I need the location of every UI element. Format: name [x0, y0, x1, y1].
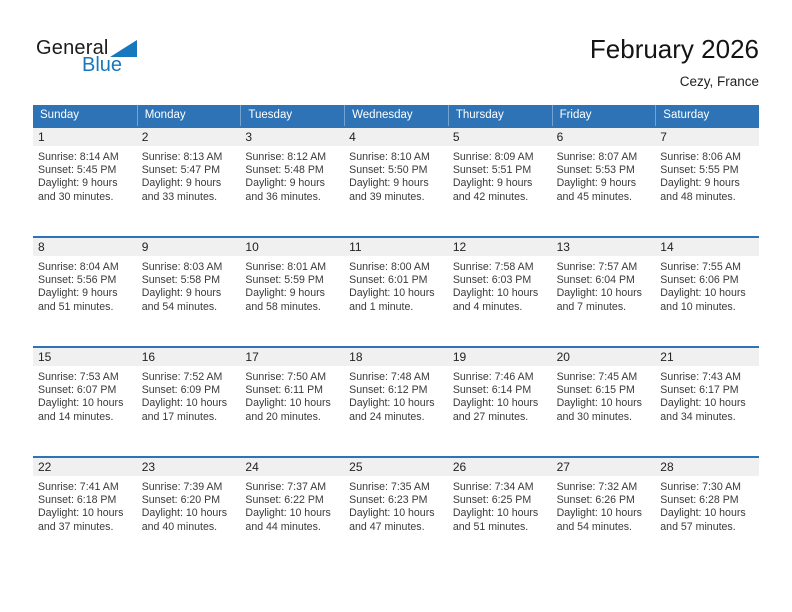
day-number: 28: [655, 458, 759, 476]
day-cell: [344, 458, 448, 566]
sunset-text: Sunset: 5:58 PM: [141, 274, 221, 287]
day-details: [137, 476, 241, 534]
day-cell: [655, 348, 759, 456]
day-number: 17: [240, 348, 344, 366]
sunset-text: Sunset: 6:22 PM: [245, 494, 324, 507]
day-details: [448, 366, 552, 424]
daylight-text-line1: Daylight: 10 hours: [141, 397, 228, 410]
day-number: 10: [240, 238, 344, 256]
day-number: 15: [33, 348, 137, 366]
daylight-text-line2: and 14 minutes.: [38, 410, 114, 423]
daylight-text-line1: Daylight: 10 hours: [141, 507, 228, 520]
day-number: 12: [448, 238, 552, 256]
weeks-container: [33, 126, 759, 566]
daylight-text-line2: and 48 minutes.: [660, 190, 736, 203]
day-details: [448, 476, 552, 534]
daylight-text-line2: and 30 minutes.: [556, 410, 632, 423]
daylight-text-line2: and 39 minutes.: [349, 190, 425, 203]
day-cell: [344, 128, 448, 236]
daylight-text-line2: and 57 minutes.: [660, 520, 736, 533]
day-details: [137, 146, 241, 204]
weekday-label-saturday: Saturday: [655, 105, 759, 126]
weekday-label-wednesday: Wednesday: [344, 105, 448, 126]
day-details: [655, 366, 759, 424]
day-number: 8: [33, 238, 137, 256]
calendar-grid: [33, 105, 759, 566]
sunrise-text: Sunrise: 7:39 AM: [141, 481, 223, 493]
day-cell: [33, 458, 137, 566]
sunset-text: Sunset: 6:11 PM: [245, 384, 323, 397]
day-number: 3: [240, 128, 344, 146]
day-details: [240, 366, 344, 424]
sunrise-text: Sunrise: 7:45 AM: [556, 371, 638, 383]
day-details: [552, 146, 656, 204]
sunset-text: Sunset: 6:14 PM: [452, 384, 532, 397]
daylight-text-line2: and 51 minutes.: [38, 300, 114, 313]
day-number: 6: [552, 128, 656, 146]
sunset-text: Sunset: 6:01 PM: [349, 274, 428, 287]
sunset-text: Sunset: 5:59 PM: [245, 274, 324, 287]
daylight-text-line1: Daylight: 10 hours: [349, 397, 435, 410]
daylight-text-line2: and 47 minutes.: [349, 520, 425, 533]
day-cell: [552, 348, 656, 456]
daylight-text-line1: Daylight: 10 hours: [556, 287, 642, 300]
day-details: [344, 146, 448, 204]
sunset-text: Sunset: 6:15 PM: [556, 384, 635, 397]
day-details: [137, 366, 241, 424]
day-details: [240, 146, 344, 204]
day-details: [240, 256, 344, 314]
sunrise-text: Sunrise: 7:57 AM: [556, 261, 638, 273]
day-details: [344, 256, 448, 314]
general-blue-logo: [36, 38, 137, 75]
daylight-text-line1: Daylight: 9 hours: [38, 287, 118, 300]
day-cell: [448, 238, 552, 346]
sunset-text: Sunset: 5:50 PM: [349, 164, 428, 177]
sunset-text: Sunset: 6:12 PM: [349, 384, 428, 397]
day-number: 21: [655, 348, 759, 366]
day-cell: [344, 348, 448, 456]
day-details: [33, 476, 137, 534]
daylight-text-line1: Daylight: 9 hours: [245, 177, 325, 190]
page-header: [0, 0, 792, 105]
daylight-text-line2: and 36 minutes.: [245, 190, 321, 203]
day-cell: [240, 458, 344, 566]
day-details: [655, 146, 759, 204]
sunrise-text: Sunrise: 7:41 AM: [38, 481, 119, 493]
day-cell: [448, 348, 552, 456]
day-number: 27: [552, 458, 656, 476]
week-row: [33, 236, 759, 346]
day-cell: [137, 128, 241, 236]
daylight-text-line2: and 7 minutes.: [556, 300, 627, 313]
daylight-text-line1: Daylight: 10 hours: [245, 507, 331, 520]
day-cell: [240, 238, 344, 346]
day-cell: [137, 458, 241, 566]
sunset-text: Sunset: 6:26 PM: [556, 494, 635, 507]
sunrise-text: Sunrise: 8:01 AM: [245, 261, 327, 273]
day-number: 2: [137, 128, 241, 146]
day-number: 26: [448, 458, 552, 476]
sunrise-text: Sunrise: 8:12 AM: [245, 151, 327, 163]
day-details: [552, 476, 656, 534]
day-details: [655, 476, 759, 534]
day-number: 13: [552, 238, 656, 256]
day-number: 7: [655, 128, 759, 146]
day-cell: [240, 128, 344, 236]
day-number: 19: [448, 348, 552, 366]
sunset-text: Sunset: 5:47 PM: [141, 164, 221, 177]
daylight-text-line1: Daylight: 10 hours: [245, 397, 331, 410]
day-number: 23: [137, 458, 241, 476]
sunset-text: Sunset: 6:18 PM: [38, 494, 117, 507]
daylight-text-line1: Daylight: 9 hours: [38, 177, 118, 190]
daylight-text-line2: and 37 minutes.: [38, 520, 114, 533]
title-block: [590, 34, 759, 89]
sunset-text: Sunset: 6:20 PM: [141, 494, 221, 507]
sunrise-text: Sunrise: 7:34 AM: [452, 481, 534, 493]
day-cell: [655, 238, 759, 346]
daylight-text-line2: and 33 minutes.: [141, 190, 218, 203]
day-details: [33, 146, 137, 204]
page-subtitle: Cezy, France: [679, 74, 759, 89]
sunrise-text: Sunrise: 7:50 AM: [245, 371, 327, 383]
weekday-label-monday: Monday: [137, 105, 241, 126]
day-cell: [344, 238, 448, 346]
sunrise-text: Sunrise: 7:46 AM: [452, 371, 534, 383]
day-cell: [137, 348, 241, 456]
sunset-text: Sunset: 5:48 PM: [245, 164, 324, 177]
day-details: [344, 366, 448, 424]
sunset-text: Sunset: 6:28 PM: [660, 494, 739, 507]
daylight-text-line1: Daylight: 10 hours: [660, 287, 746, 300]
daylight-text-line1: Daylight: 10 hours: [556, 397, 642, 410]
sunrise-text: Sunrise: 8:10 AM: [349, 151, 430, 163]
day-cell: [33, 238, 137, 346]
daylight-text-line1: Daylight: 10 hours: [660, 507, 746, 520]
day-cell: [552, 128, 656, 236]
weekday-label-thursday: Thursday: [448, 105, 552, 126]
sunrise-text: Sunrise: 8:04 AM: [38, 261, 119, 273]
sunrise-text: Sunrise: 7:30 AM: [660, 481, 741, 493]
day-number: 20: [552, 348, 656, 366]
sunrise-text: Sunrise: 8:03 AM: [141, 261, 223, 273]
day-number: 5: [448, 128, 552, 146]
daylight-text-line1: Daylight: 9 hours: [141, 287, 222, 300]
sunrise-text: Sunrise: 7:32 AM: [556, 481, 638, 493]
daylight-text-line2: and 10 minutes.: [660, 300, 736, 313]
sunrise-text: Sunrise: 8:09 AM: [452, 151, 534, 163]
week-row: [33, 126, 759, 236]
daylight-text-line1: Daylight: 9 hours: [349, 177, 429, 190]
day-details: [552, 366, 656, 424]
day-number: 25: [344, 458, 448, 476]
sunrise-text: Sunrise: 8:06 AM: [660, 151, 741, 163]
weekday-label-sunday: Sunday: [40, 109, 80, 121]
sunset-text: Sunset: 6:17 PM: [660, 384, 739, 397]
day-number: 18: [344, 348, 448, 366]
sunrise-text: Sunrise: 8:00 AM: [349, 261, 430, 273]
page-title: February 2026: [589, 34, 759, 64]
daylight-text-line2: and 1 minute.: [349, 300, 414, 313]
daylight-text-line2: and 44 minutes.: [245, 520, 321, 533]
daylight-text-line1: Daylight: 9 hours: [141, 177, 222, 190]
daylight-text-line1: Daylight: 9 hours: [556, 177, 637, 190]
sunset-text: Sunset: 6:09 PM: [141, 384, 221, 397]
sunrise-text: Sunrise: 7:48 AM: [349, 371, 430, 383]
day-cell: [33, 128, 137, 236]
day-cell: [137, 238, 241, 346]
daylight-text-line1: Daylight: 9 hours: [245, 287, 325, 300]
day-details: [344, 476, 448, 534]
daylight-text-line2: and 27 minutes.: [452, 410, 529, 423]
sunset-text: Sunset: 5:56 PM: [38, 274, 117, 287]
day-number: 9: [137, 238, 241, 256]
sunset-text: Sunset: 6:06 PM: [660, 274, 739, 287]
logo-text-general: General: [36, 37, 109, 59]
sunrise-text: Sunrise: 8:07 AM: [556, 151, 638, 163]
daylight-text-line2: and 4 minutes.: [452, 300, 523, 313]
sunset-text: Sunset: 6:07 PM: [38, 384, 117, 397]
sunrise-text: Sunrise: 7:52 AM: [141, 371, 223, 383]
daylight-text-line1: Daylight: 10 hours: [349, 507, 435, 520]
daylight-text-line2: and 34 minutes.: [660, 410, 736, 423]
daylight-text-line2: and 20 minutes.: [245, 410, 321, 423]
daylight-text-line1: Daylight: 10 hours: [556, 507, 642, 520]
daylight-text-line1: Daylight: 10 hours: [349, 287, 435, 300]
weekday-label-tuesday: Tuesday: [240, 105, 344, 126]
day-cell: [448, 128, 552, 236]
day-cell: [552, 458, 656, 566]
sunset-text: Sunset: 6:03 PM: [452, 274, 532, 287]
day-details: [448, 256, 552, 314]
weekday-header-row: [33, 105, 759, 126]
sunrise-text: Sunrise: 7:35 AM: [349, 481, 430, 493]
sunrise-text: Sunrise: 7:55 AM: [660, 261, 741, 273]
weekday-label-friday: Friday: [552, 105, 656, 126]
daylight-text-line1: Daylight: 9 hours: [660, 177, 740, 190]
sunrise-text: Sunrise: 7:37 AM: [245, 481, 327, 493]
day-cell: [240, 348, 344, 456]
sunset-text: Sunset: 6:23 PM: [349, 494, 428, 507]
day-number: 1: [33, 128, 137, 146]
sunset-text: Sunset: 6:25 PM: [452, 494, 532, 507]
daylight-text-line2: and 40 minutes.: [141, 520, 218, 533]
sunset-text: Sunset: 5:55 PM: [660, 164, 739, 177]
daylight-text-line2: and 54 minutes.: [141, 300, 218, 313]
daylight-text-line1: Daylight: 10 hours: [452, 507, 539, 520]
day-details: [137, 256, 241, 314]
day-number: 11: [344, 238, 448, 256]
day-number: 24: [240, 458, 344, 476]
sunrise-text: Sunrise: 8:13 AM: [141, 151, 223, 163]
daylight-text-line2: and 58 minutes.: [245, 300, 321, 313]
day-details: [552, 256, 656, 314]
day-details: [33, 256, 137, 314]
day-details: [655, 256, 759, 314]
daylight-text-line2: and 54 minutes.: [556, 520, 632, 533]
day-cell: [655, 458, 759, 566]
daylight-text-line2: and 17 minutes.: [141, 410, 218, 423]
daylight-text-line2: and 45 minutes.: [556, 190, 632, 203]
day-number: 16: [137, 348, 241, 366]
day-cell: [448, 458, 552, 566]
sunrise-text: Sunrise: 8:14 AM: [38, 151, 119, 163]
day-details: [448, 146, 552, 204]
sunset-text: Sunset: 6:04 PM: [556, 274, 635, 287]
day-details: [240, 476, 344, 534]
daylight-text-line1: Daylight: 10 hours: [38, 507, 124, 520]
day-number: 14: [655, 238, 759, 256]
week-row: [33, 456, 759, 566]
day-cell: [655, 128, 759, 236]
day-number: 22: [33, 458, 137, 476]
daylight-text-line2: and 42 minutes.: [452, 190, 529, 203]
daylight-text-line2: and 51 minutes.: [452, 520, 529, 533]
day-details: [33, 366, 137, 424]
daylight-text-line2: and 30 minutes.: [38, 190, 114, 203]
daylight-text-line1: Daylight: 10 hours: [38, 397, 124, 410]
daylight-text-line1: Daylight: 10 hours: [452, 287, 539, 300]
daylight-text-line1: Daylight: 10 hours: [660, 397, 746, 410]
sunrise-text: Sunrise: 7:43 AM: [660, 371, 741, 383]
day-number: 4: [344, 128, 448, 146]
week-row: [33, 346, 759, 456]
daylight-text-line2: and 24 minutes.: [349, 410, 425, 423]
daylight-text-line1: Daylight: 10 hours: [452, 397, 539, 410]
daylight-text-line1: Daylight: 9 hours: [452, 177, 533, 190]
day-cell: [552, 238, 656, 346]
sunset-text: Sunset: 5:51 PM: [452, 164, 532, 177]
logo-text-blue: Blue: [82, 54, 123, 76]
sunrise-text: Sunrise: 7:58 AM: [452, 261, 534, 273]
sunrise-text: Sunrise: 7:53 AM: [38, 371, 119, 383]
sunset-text: Sunset: 5:53 PM: [556, 164, 635, 177]
day-cell: [33, 348, 137, 456]
sunset-text: Sunset: 5:45 PM: [38, 164, 117, 177]
